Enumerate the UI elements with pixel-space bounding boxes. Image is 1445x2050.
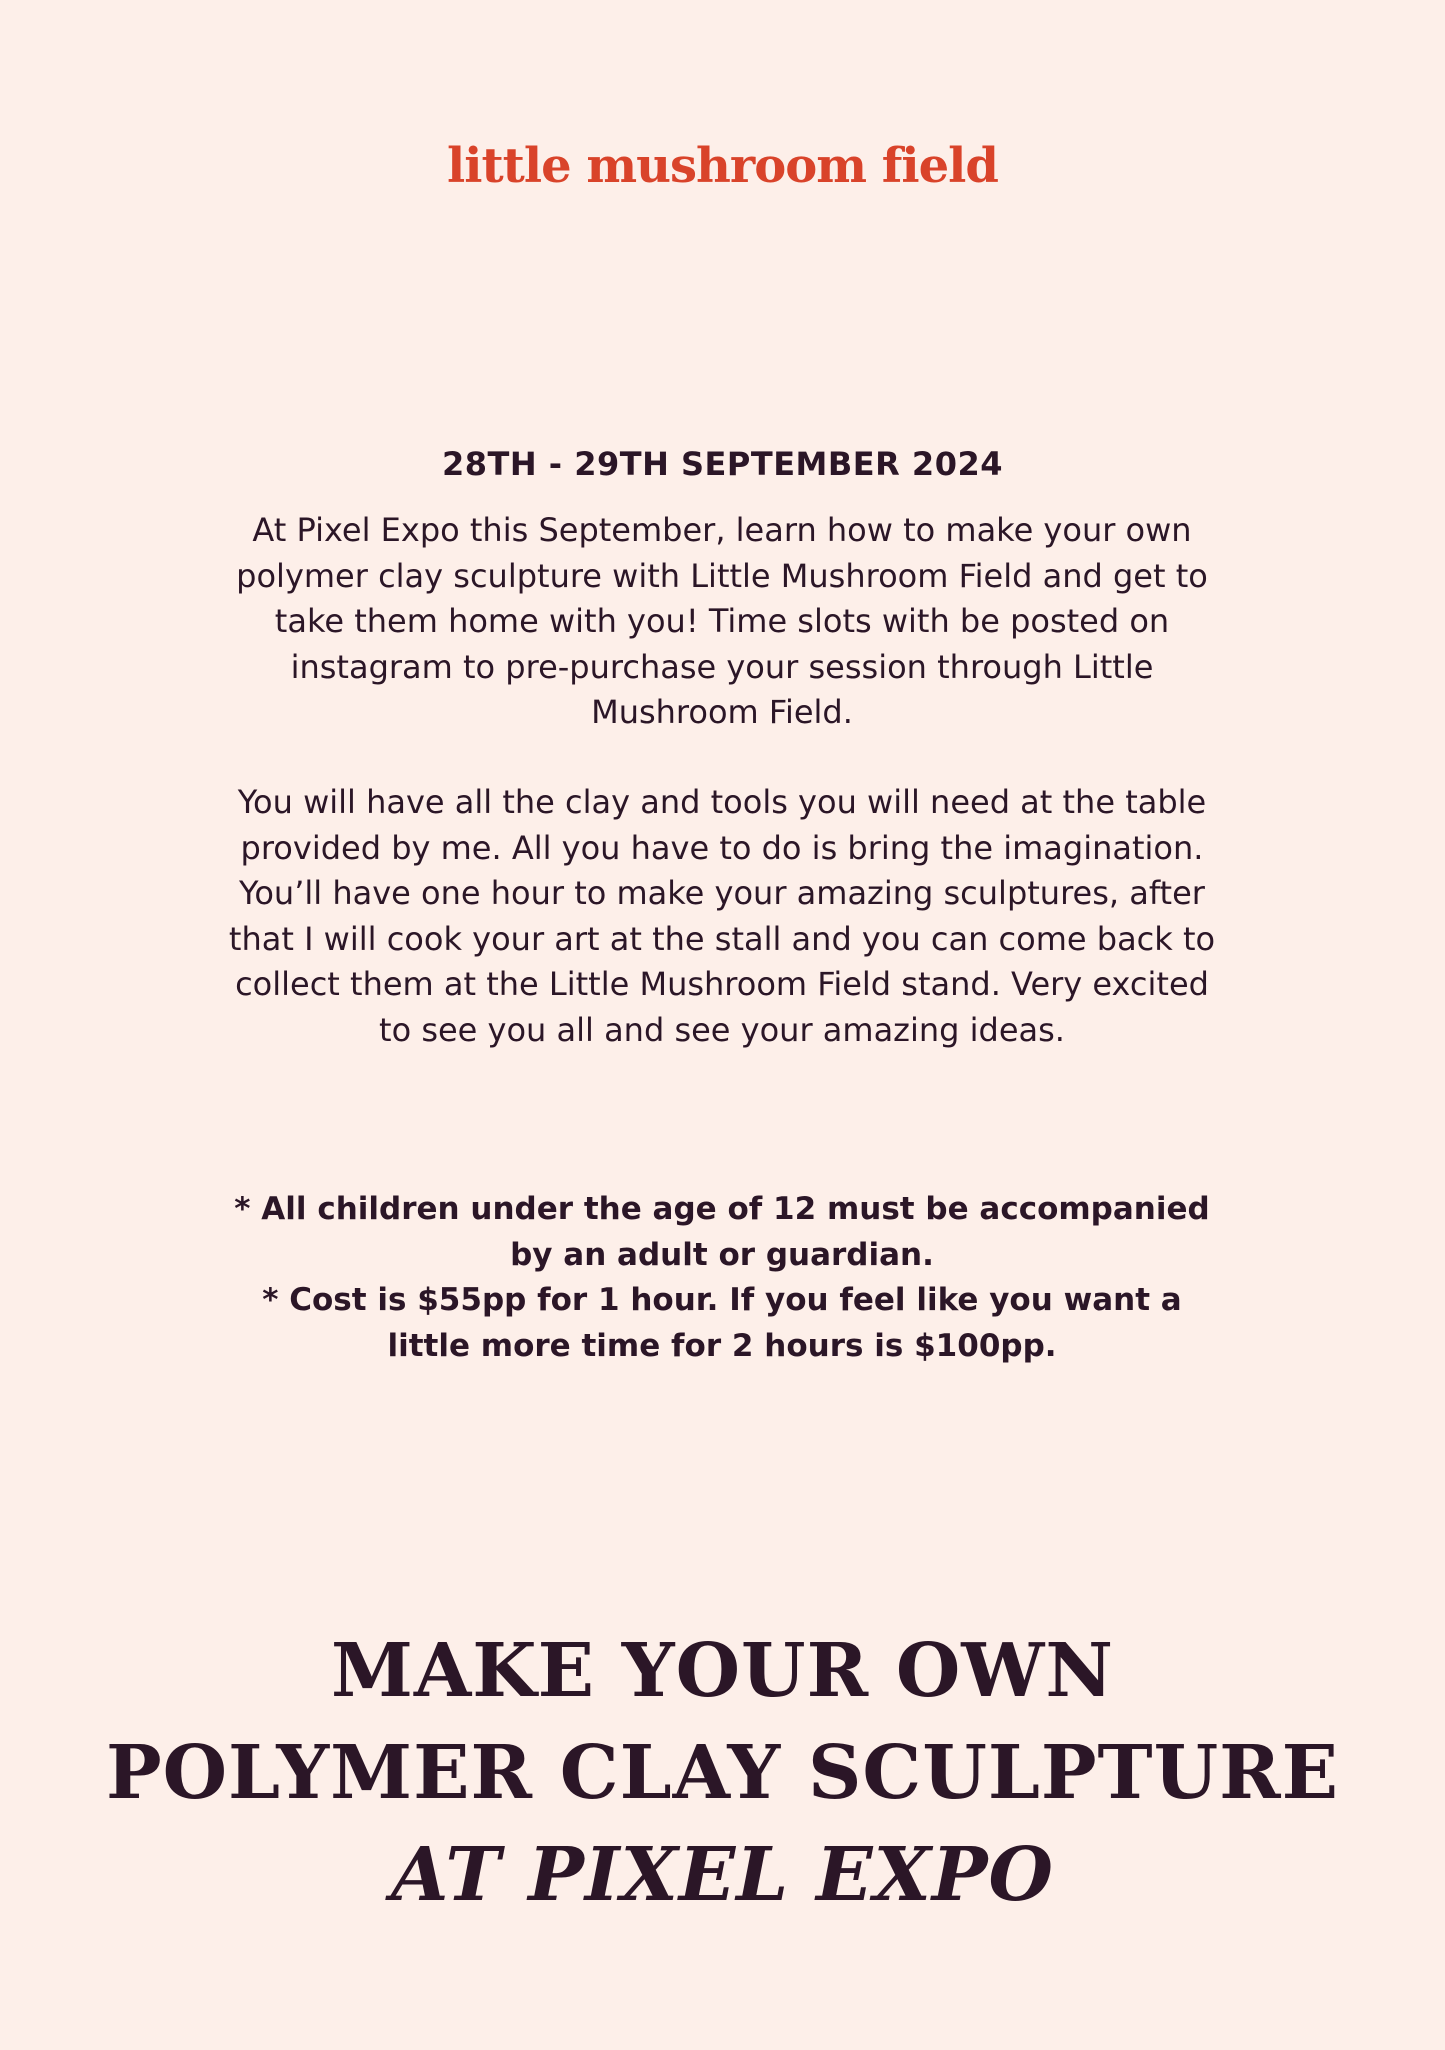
brand-logo: little mushroom field (447, 138, 998, 194)
headline-line-3: AT PIXEL EXPO (391, 1832, 1054, 1918)
event-date: 28TH - 29TH SEPTEMBER 2024 (442, 445, 1003, 483)
headline (0, 1620, 1445, 1926)
intro-paragraph: At Pixel Expo this September, learn how to make your own polymer clay sculpture with Little Mushroom Field and get to take them home with you! Time slots with be posted on instagram to pre-purchase your session through Little Mushroom Field. (236, 511, 1208, 731)
headline-line-2: POLYMER CLAY SCULPTURE (105, 1730, 1340, 1816)
notes-section (222, 1187, 1222, 1369)
headline-line-1: MAKE YOUR OWN (330, 1628, 1115, 1714)
details-paragraph: You will have all the clay and tools you will need at the table provided by me. All you have to do is bring the imagination. You’ll have one hour to make your amazing sculptures, after that I will cook your art at the stall and you can come back to collect them at the Little Mushroom Field stand. Very excited to see you all and see your amazing ideas. (228, 783, 1216, 1049)
note-cost: * Cost is $55pp for 1 hour. If you feel like you want a little more time for 2 hours is $100pp. (262, 1282, 1182, 1364)
note-children: * All children under the age of 12 must be accompanied by an adult or guardian. (234, 1191, 1210, 1273)
